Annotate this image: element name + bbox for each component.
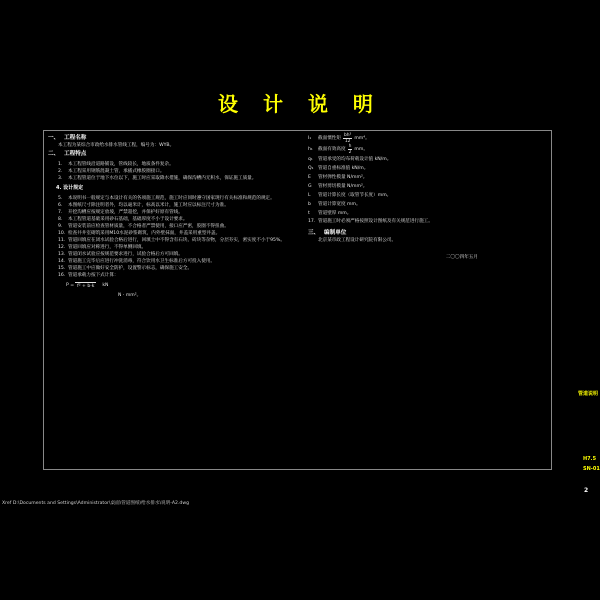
list-item <box>58 230 298 237</box>
symbol: E <box>308 175 311 180</box>
symbol: h₁ <box>308 147 313 152</box>
section-heading-1 <box>48 135 298 142</box>
definition-text: 管道壁厚 mm。 <box>318 211 352 216</box>
symbol: I₁ <box>308 136 312 141</box>
item-text: 本说明书一般规定与本设计有关的各项施工规范，施工时应同时遵守国家现行有关标准和规范的规定。 <box>68 196 275 201</box>
definition-line <box>308 191 538 200</box>
definition-text: 管道计算宽度 mm。 <box>318 202 361 207</box>
fraction <box>343 133 352 144</box>
item-text: 管道施工时必须严格按照设计图纸及有关规范进行施工。 <box>318 219 433 224</box>
list-item <box>58 237 298 244</box>
item-text: 开挖沟槽应按规定放坡，严禁超挖，并保护好原有管线。 <box>68 210 183 215</box>
section-heading-3 <box>308 230 538 237</box>
definition-line <box>308 164 538 173</box>
definition-line <box>308 133 538 144</box>
symbol: G <box>308 184 312 189</box>
drawing-label: 管道说明 <box>578 391 599 397</box>
definition-text: 管材弹性模量 N/mm²。 <box>318 175 368 180</box>
definition-text: 截面有效高度 <box>318 147 346 152</box>
list-item <box>58 272 298 279</box>
fraction <box>348 144 353 155</box>
item-text: 管道回填应在闭水试验合格后进行，回填土中不得含有石块、砖块等杂物，分层夯实，密实度不小于95%。 <box>68 238 285 243</box>
item-text: 管道闭水试验应按规范要求进行，试验合格后方可回填。 <box>68 252 183 257</box>
definition-text: 管道自重标准值 kN/m。 <box>318 166 369 171</box>
section-heading-2 <box>48 151 298 158</box>
section-number: 二、 <box>48 151 60 157</box>
list-item <box>58 216 298 223</box>
fraction-denominator: 2 <box>348 150 352 155</box>
item-text: 本工程采用钢筋混凝土管，承插式橡胶圈接口。 <box>68 169 165 174</box>
section-label: 工程名称 <box>64 135 87 141</box>
right-column <box>308 133 538 261</box>
definition-line <box>308 182 538 191</box>
symbol: q₁ <box>308 157 313 162</box>
definition-text: 管道承受的均布荷载设计值 kN/m。 <box>318 157 392 162</box>
date: 二〇〇四年五月 <box>445 255 478 260</box>
section-number: 三、 <box>308 230 320 236</box>
left-column <box>48 133 298 299</box>
unit: mm⁴。 <box>354 136 370 141</box>
definition-line <box>308 200 538 209</box>
definition-text: 管材剪切模量 N/mm²。 <box>318 184 368 189</box>
item-text: 管道安装前应检查管材质量，不合格者严禁使用，接口应严密，胶圈不得扭曲。 <box>68 224 229 229</box>
item-text: 本工程管道位于地下水位以下，施工时应采取降水措施，确保沟槽内无积水，保证施工质量。 <box>68 176 257 181</box>
fraction-denominator: 12 <box>344 139 351 144</box>
section-label: 工程特点 <box>64 151 87 157</box>
item-text: 检查井井室砌筑采用M10水泥砂浆砌筑，内外壁抹面，井盖采用重型井盖。 <box>68 231 221 236</box>
formula-lhs: P = <box>66 283 75 288</box>
formula-rhs: kN <box>102 283 109 288</box>
symbol: Q₁ <box>308 166 314 171</box>
item-text: 本工程管道基础采用砂石基础，基础厚度不小于设计要求。 <box>68 217 188 222</box>
item-number: 15. <box>58 266 66 271</box>
compiler-text: 北京某市政工程设计研究院有限公司。 <box>318 238 397 243</box>
item-number: 8. <box>58 217 63 222</box>
definition-line <box>308 173 538 182</box>
list-item <box>58 202 298 209</box>
section-number: 一、 <box>48 135 60 141</box>
item-number: 17. <box>308 219 316 224</box>
item-number: 7. <box>58 210 63 215</box>
definition-text: 管道计算长度（取管节长度）mm。 <box>318 193 392 198</box>
item-number: 14. <box>58 259 66 264</box>
unit: mm。 <box>354 147 368 152</box>
definition-line <box>308 144 538 155</box>
formula <box>66 279 298 292</box>
page-title: 设 计 说 明 <box>218 92 382 116</box>
subsection-heading: 4. 设计规定 <box>56 185 84 191</box>
symbol: L <box>308 193 311 198</box>
list-item <box>58 195 298 202</box>
item-text: 本图纸尺寸除注明者外，均以毫米计，标高以米计，施工时应以标注尺寸为准。 <box>68 203 229 208</box>
item-number: 6. <box>58 203 63 208</box>
item-number: 2. <box>58 169 63 174</box>
drawing-code: H7.5 <box>583 456 597 462</box>
definition-line <box>308 209 538 218</box>
item-number: 16. <box>58 273 66 278</box>
list-item <box>58 265 298 272</box>
symbol: b <box>308 202 311 207</box>
formula-unit: N · mm²。 <box>118 293 142 298</box>
item-number: 12. <box>58 245 66 250</box>
drawing-number: SN-01 <box>583 466 600 472</box>
list-item <box>308 218 538 225</box>
list-item <box>58 251 298 258</box>
item-number: 1. <box>58 162 63 167</box>
definition-line <box>308 155 538 164</box>
item-text: 管道承载力按下式计算： <box>68 273 119 278</box>
symbol: t <box>308 211 310 216</box>
item-text: 管道施工完毕后应进行冲洗消毒，符合饮用水卫生标准后方可投入使用。 <box>68 259 216 264</box>
item-text: 管道施工中应做好安全防护，设置警示标志，确保施工安全。 <box>68 266 193 271</box>
sheet-number: 2 <box>584 487 589 494</box>
item-number: 5. <box>58 196 63 201</box>
list-item <box>58 161 298 168</box>
item-number: 3. <box>58 176 63 181</box>
fraction-numerator: bh³ <box>343 133 352 138</box>
item-number: 9. <box>58 224 63 229</box>
item-text: 本工程管线沿道路铺设，管线较长，地质条件复杂。 <box>68 162 174 167</box>
section-label: 编制单位 <box>324 230 347 236</box>
list-item <box>58 175 298 182</box>
definition-text: 截面惯性矩 <box>318 136 341 141</box>
formula-root: f² + b·k <box>77 283 95 289</box>
project-name-text: 本工程为某综合市政给水排水管线工程，编号为：WYB。 <box>58 143 175 148</box>
list-item <box>58 223 298 230</box>
item-number: 13. <box>58 252 66 257</box>
list-item <box>58 168 298 175</box>
list-item <box>58 209 298 216</box>
item-number: 10. <box>58 231 66 236</box>
item-number: 11. <box>58 238 66 243</box>
xref-path: Xref D:\Documents and Settings\Administrator\桌面\管道图纸\给水排水\说明-A2.dwg <box>2 501 190 506</box>
list-item <box>58 258 298 265</box>
fraction-numerator: h <box>348 144 352 149</box>
list-item <box>58 244 298 251</box>
item-text: 管道回填应对称进行，不得单侧回填。 <box>68 245 147 250</box>
